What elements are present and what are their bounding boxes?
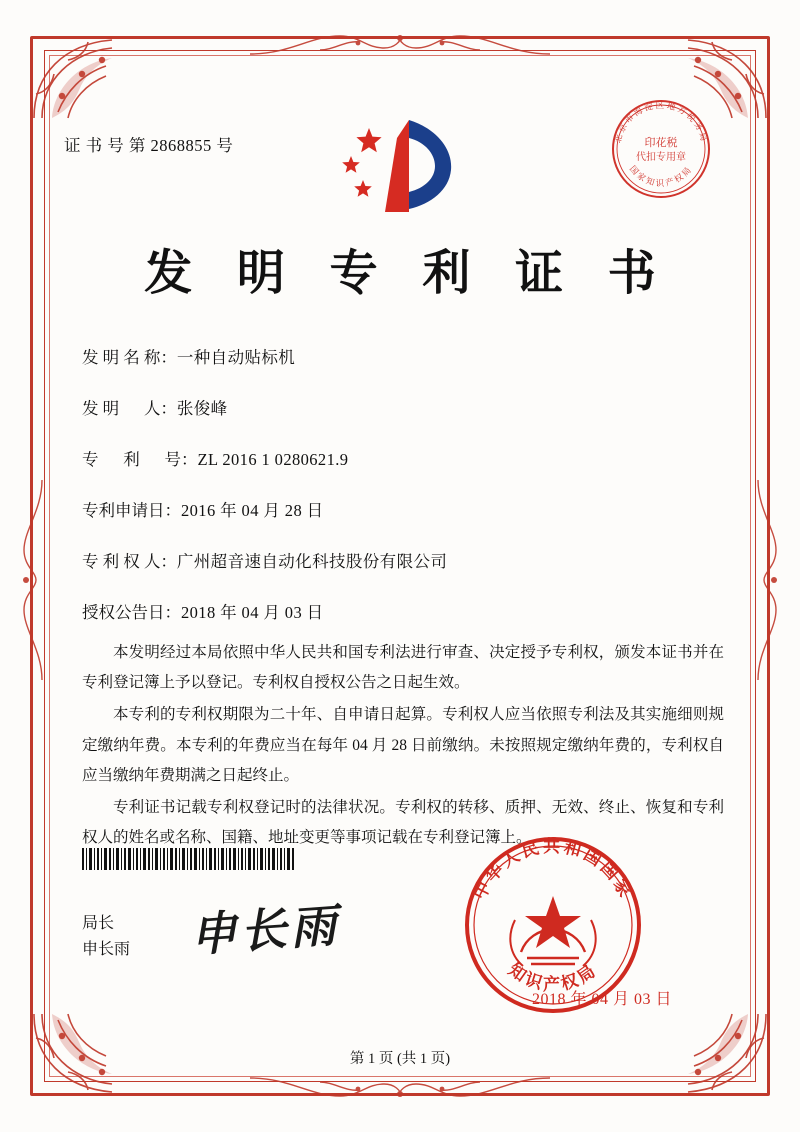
field-patentee xyxy=(82,548,730,572)
field-invention-name xyxy=(82,344,730,368)
sipo-logo-icon xyxy=(335,114,465,219)
paragraph-3: 专利证书记载专利权登记时的法律状况。专利权的转移、质押、无效、终止、恢复和专利权人的姓名或名称、国籍、地址变更等事项记载在专利登记簿上。 xyxy=(82,799,724,847)
director-name-label: 申长雨 xyxy=(82,941,131,959)
field-label: 授权公告日： xyxy=(82,603,181,622)
field-patent-number xyxy=(82,446,730,470)
edge-ornament-icon xyxy=(18,480,52,680)
svg-text:中华人民共和国国家: 中华人民共和国国家 xyxy=(470,837,636,903)
field-label: 专 利 号： xyxy=(82,450,198,469)
body-text xyxy=(82,638,724,856)
svg-text:代扣专用章: 代扣专用章 xyxy=(636,152,686,163)
tax-stamp-icon xyxy=(606,94,716,204)
field-value: 一种自动贴标机 xyxy=(176,348,296,367)
field-value: 张俊峰 xyxy=(176,399,228,418)
svg-text:印花税: 印花税 xyxy=(644,136,678,149)
signature-block xyxy=(82,911,130,964)
edge-ornament-icon xyxy=(250,1068,550,1102)
director-role-label: 局长 xyxy=(82,915,115,932)
field-application-date xyxy=(82,497,730,521)
edge-ornament-icon xyxy=(748,480,782,680)
field-label: 专利申请日： xyxy=(82,501,181,520)
svg-text:北京市海淀区地方税务局: 北京市海淀区地方税务局 xyxy=(613,101,709,145)
field-label: 发 明 人： xyxy=(82,399,177,418)
field-value: ZL 2016 1 0280621.9 xyxy=(197,450,349,469)
field-label: 专 利 权 人： xyxy=(82,552,177,571)
patent-barcode xyxy=(82,848,297,870)
field-list xyxy=(82,344,730,650)
certificate-content xyxy=(60,66,740,1066)
paragraph-1: 本发明经过本局依照中华人民共和国专利法进行审查、决定授予专利权，颁发本证书并在专利登记簿上予以登记。专利权自授权公告之日起生效。 xyxy=(82,644,724,692)
page-footer: 第 1 页 (共 1 页) xyxy=(349,1051,451,1067)
field-grant-announcement-date xyxy=(82,599,730,623)
svg-text:知识产权局: 知识产权局 xyxy=(504,960,602,995)
paragraph-2: 本专利的专利权期限为二十年、自申请日起算。专利权人应当依照专利法及其实施细则规定缴纳年费。本专利的年费应当在每年 04 月 28 日前缴纳。未按照规定缴纳年费的，专利权自应当缴纳年费期满之日起终止。 xyxy=(82,706,724,784)
svg-text:国家知识产权局: 国家知识产权局 xyxy=(626,164,696,189)
field-value: 2016 年 04 月 28 日 xyxy=(181,501,324,520)
field-inventor xyxy=(82,395,730,419)
handwritten-signature: 申长雨 xyxy=(188,897,342,963)
field-value: 2018 年 04 月 03 日 xyxy=(181,603,324,622)
field-label: 发 明 名 称： xyxy=(82,348,177,367)
seal-date: 2018 年 04 月 03 日 xyxy=(531,991,672,1008)
certificate-number: 证 书 号 第 2868855 号 xyxy=(64,136,234,155)
page-title: 发 明 专 利 证 书 xyxy=(144,245,670,301)
field-value: 广州超音速自动化科技股份有限公司 xyxy=(176,552,448,571)
edge-ornament-icon xyxy=(250,30,550,64)
